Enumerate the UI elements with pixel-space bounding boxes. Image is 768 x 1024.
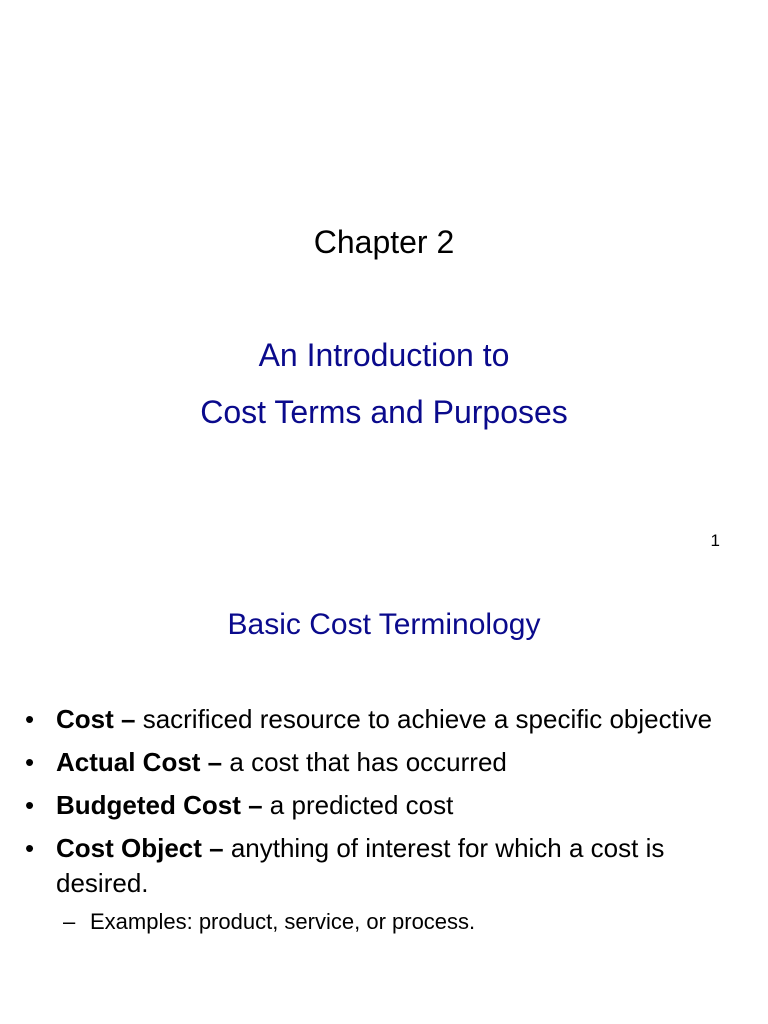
term-definition: sacrificed resource to achieve a specific objective — [135, 704, 713, 734]
chapter-label: Chapter 2 — [313, 224, 455, 260]
term-label: Cost – — [56, 704, 136, 734]
list-item — [0, 702, 768, 737]
bullet-marker: • — [25, 790, 35, 820]
bullet-marker: • — [25, 833, 35, 863]
page-number: 1 — [710, 531, 720, 550]
title-line-2: Cost Terms and Purposes — [200, 394, 568, 430]
section-heading: Basic Cost Terminology — [227, 608, 541, 641]
term-list — [0, 702, 768, 937]
term-label: Cost Object – — [56, 833, 224, 863]
title-line-1: An Introduction to — [258, 337, 510, 373]
sub-bullet-marker: – — [63, 909, 76, 934]
term-definition: anything of interest for which a cost is desired. — [56, 833, 665, 898]
list-item — [0, 831, 768, 901]
term-label: Actual Cost – — [56, 747, 223, 777]
term-label: Budgeted Cost – — [56, 790, 263, 820]
sub-list-item — [0, 907, 768, 937]
term-definition: a cost that has occurred — [222, 747, 507, 777]
bullet-marker: • — [25, 747, 35, 777]
list-item — [0, 745, 768, 780]
sub-bullet-text: Examples: product, service, or process. — [90, 909, 476, 934]
list-item — [0, 788, 768, 823]
term-definition: a predicted cost — [262, 790, 454, 820]
bullet-marker: • — [25, 704, 35, 734]
